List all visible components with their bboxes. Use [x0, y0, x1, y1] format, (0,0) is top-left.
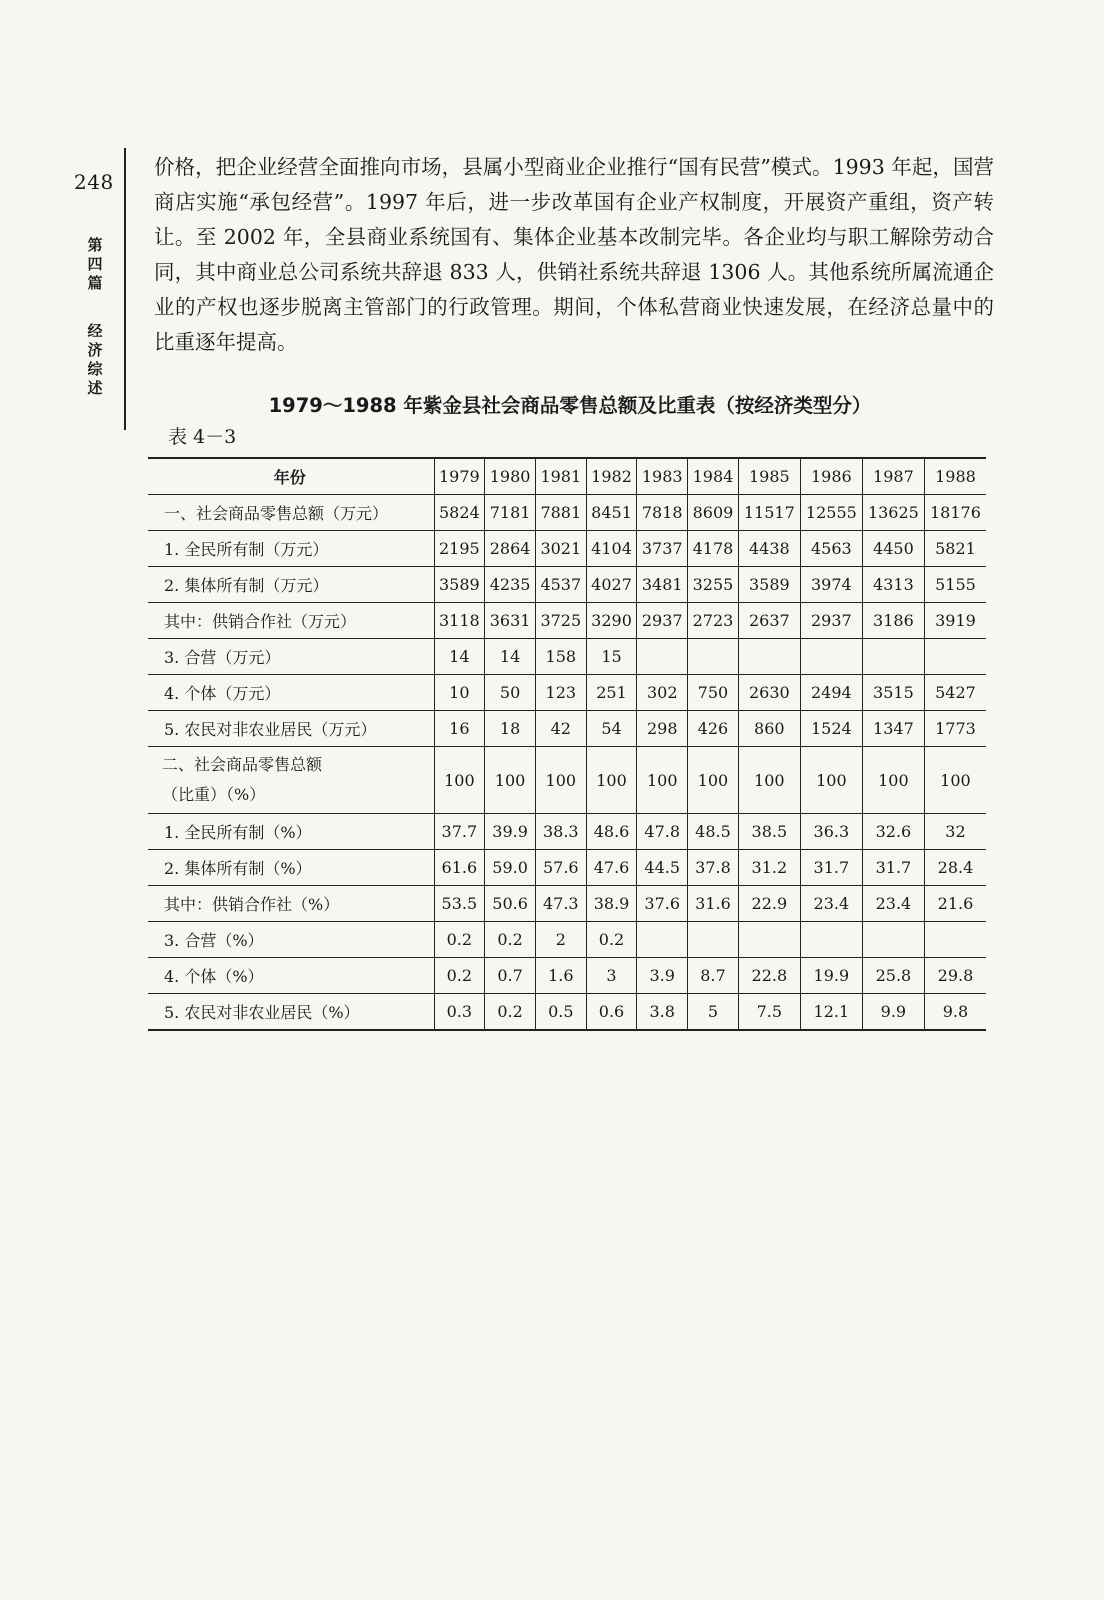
table-cell: 57.6 [535, 850, 586, 886]
table-row [148, 958, 986, 994]
table-cell: 21.6 [924, 886, 986, 922]
table-cell: 4450 [862, 531, 924, 567]
table-cell: 36.3 [800, 814, 862, 850]
table-cell: 29.8 [924, 958, 986, 994]
table-cell: 47.6 [586, 850, 637, 886]
table-cell [924, 922, 986, 958]
table-cell: 13625 [862, 495, 924, 531]
table-body [148, 495, 986, 1031]
table-cell: 3737 [637, 531, 688, 567]
table-cell: 100 [535, 747, 586, 814]
table-row [148, 567, 986, 603]
table-cell: 4313 [862, 567, 924, 603]
table-cell: 2937 [800, 603, 862, 639]
table-cell [637, 639, 688, 675]
table-cell: 38.3 [535, 814, 586, 850]
table-cell: 37.6 [637, 886, 688, 922]
table-cell: 860 [738, 711, 800, 747]
row-label [148, 747, 434, 814]
table-cell: 31.7 [800, 850, 862, 886]
table-cell: 19.9 [800, 958, 862, 994]
table-cell: 0.2 [434, 922, 485, 958]
row-label-line2: （比重）（%） [162, 785, 266, 804]
row-label: 3. 合营（万元） [148, 639, 434, 675]
table-cell: 50.6 [485, 886, 536, 922]
table-cell: 7881 [535, 495, 586, 531]
table-cell: 123 [535, 675, 586, 711]
table-cell: 3255 [688, 567, 739, 603]
table-cell [637, 922, 688, 958]
table-cell: 31.7 [862, 850, 924, 886]
table-cell: 44.5 [637, 850, 688, 886]
year-header: 1988 [924, 458, 986, 495]
table-cell: 0.2 [586, 922, 637, 958]
table-cell: 3515 [862, 675, 924, 711]
table-row [148, 531, 986, 567]
table-cell: 9.8 [924, 994, 986, 1031]
year-header: 1981 [535, 458, 586, 495]
table-cell: 10 [434, 675, 485, 711]
table-header-row [148, 458, 986, 495]
table-cell: 2630 [738, 675, 800, 711]
table-cell: 2494 [800, 675, 862, 711]
table-cell: 31.6 [688, 886, 739, 922]
table-row [148, 814, 986, 850]
table-cell: 37.8 [688, 850, 739, 886]
table-cell [738, 922, 800, 958]
table-cell: 100 [688, 747, 739, 814]
table-cell: 5824 [434, 495, 485, 531]
table-cell: 2637 [738, 603, 800, 639]
table-row [148, 639, 986, 675]
body-paragraph [154, 150, 994, 360]
table-cell: 4235 [485, 567, 536, 603]
table-cell: 1347 [862, 711, 924, 747]
row-label: 2. 集体所有制（万元） [148, 567, 434, 603]
table-cell: 3589 [434, 567, 485, 603]
table-cell: 18 [485, 711, 536, 747]
table-row [148, 850, 986, 886]
table-cell: 38.5 [738, 814, 800, 850]
table-cell: 48.5 [688, 814, 739, 850]
table-cell: 8451 [586, 495, 637, 531]
margin-rule [124, 148, 126, 430]
table-cell: 3186 [862, 603, 924, 639]
table-cell: 54 [586, 711, 637, 747]
table-cell: 3118 [434, 603, 485, 639]
table-cell: 28.4 [924, 850, 986, 886]
year-header: 1983 [637, 458, 688, 495]
table-cell: 8609 [688, 495, 739, 531]
table-cell: 0.3 [434, 994, 485, 1031]
table-cell: 3589 [738, 567, 800, 603]
table-cell: 251 [586, 675, 637, 711]
row-label: 其中：供销合作社（%） [148, 886, 434, 922]
table-cell: 0.7 [485, 958, 536, 994]
table-cell: 15 [586, 639, 637, 675]
table-cell: 3.9 [637, 958, 688, 994]
table-cell: 7181 [485, 495, 536, 531]
row-label: 4. 个体（%） [148, 958, 434, 994]
table-row [148, 495, 986, 531]
table-row [148, 922, 986, 958]
table-cell: 0.2 [434, 958, 485, 994]
year-header: 1987 [862, 458, 924, 495]
table-row [148, 675, 986, 711]
table-cell: 3 [586, 958, 637, 994]
table-cell [924, 639, 986, 675]
table-cell: 3974 [800, 567, 862, 603]
table-cell: 8.7 [688, 958, 739, 994]
table-cell: 31.2 [738, 850, 800, 886]
table-cell: 5155 [924, 567, 986, 603]
year-header: 1979 [434, 458, 485, 495]
table-cell [862, 639, 924, 675]
table-title: 1979～1988 年紫金县社会商品零售总额及比重表（按经济类型分） [268, 394, 872, 417]
table-cell: 7.5 [738, 994, 800, 1031]
table-cell: 100 [586, 747, 637, 814]
table-cell: 2864 [485, 531, 536, 567]
table-row [148, 886, 986, 922]
table-cell [800, 922, 862, 958]
table-cell: 23.4 [800, 886, 862, 922]
table-cell: 4537 [535, 567, 586, 603]
table-cell: 302 [637, 675, 688, 711]
table-cell [738, 639, 800, 675]
table-cell: 100 [924, 747, 986, 814]
table-cell: 4104 [586, 531, 637, 567]
table-cell: 0.5 [535, 994, 586, 1031]
table-number: 表 4－3 [168, 426, 237, 448]
header-label: 年份 [148, 458, 434, 495]
table-cell: 4563 [800, 531, 862, 567]
table-cell: 23.4 [862, 886, 924, 922]
table-cell: 42 [535, 711, 586, 747]
table-cell: 14 [485, 639, 536, 675]
table-cell [862, 922, 924, 958]
table-cell: 100 [485, 747, 536, 814]
table-cell: 3725 [535, 603, 586, 639]
table-row [148, 747, 986, 814]
table-cell: 0.2 [485, 994, 536, 1031]
table-row [148, 994, 986, 1031]
row-label: 1. 全民所有制（万元） [148, 531, 434, 567]
row-label: 2. 集体所有制（%） [148, 850, 434, 886]
page-number: 248 [74, 170, 114, 194]
table-cell: 11517 [738, 495, 800, 531]
table-cell: 5 [688, 994, 739, 1031]
table-cell: 32 [924, 814, 986, 850]
table-cell: 47.8 [637, 814, 688, 850]
table-cell: 2195 [434, 531, 485, 567]
table-cell: 47.3 [535, 886, 586, 922]
table-cell: 0.2 [485, 922, 536, 958]
body-text: 价格，把企业经营全面推向市场，县属小型商业企业推行“国有民营”模式。1993 年起，国营商店实施“承包经营”。1997 年后，进一步改革国有企业产权制度，开展资产重组，资产转让。至 2002 年，全县商业系统国有、集体企业基本改制完毕。各企业均与职工解除劳动合同，其中商业总公司系统共辞退 833 人，供销社系统共辞退 1306 人。其他系统所属流通企业的产权也逐步脱离主管部门的行政管理。期间，个体私营商业快速发展，在经济总量中的比重逐年提高。 [154, 155, 994, 354]
table-cell: 16 [434, 711, 485, 747]
year-header: 1982 [586, 458, 637, 495]
table-cell: 38.9 [586, 886, 637, 922]
table-cell [688, 639, 739, 675]
table-cell: 1524 [800, 711, 862, 747]
table-cell: 37.7 [434, 814, 485, 850]
year-header: 1980 [485, 458, 536, 495]
table-cell: 9.9 [862, 994, 924, 1031]
table-row [148, 711, 986, 747]
table-cell: 12555 [800, 495, 862, 531]
table-cell: 100 [738, 747, 800, 814]
table-cell: 426 [688, 711, 739, 747]
table-cell: 48.6 [586, 814, 637, 850]
table-cell: 158 [535, 639, 586, 675]
row-label: 3. 合营（%） [148, 922, 434, 958]
row-label: 一、社会商品零售总额（万元） [148, 495, 434, 531]
table-cell: 4027 [586, 567, 637, 603]
table-cell: 2937 [637, 603, 688, 639]
table-cell: 1773 [924, 711, 986, 747]
table-cell: 53.5 [434, 886, 485, 922]
table-cell: 100 [637, 747, 688, 814]
table-cell: 100 [862, 747, 924, 814]
table-cell: 5821 [924, 531, 986, 567]
table-cell: 3290 [586, 603, 637, 639]
row-label: 5. 农民对非农业居民（万元） [148, 711, 434, 747]
row-label: 其中：供销合作社（万元） [148, 603, 434, 639]
table-cell: 298 [637, 711, 688, 747]
table-row [148, 603, 986, 639]
table-cell: 3021 [535, 531, 586, 567]
year-header: 1986 [800, 458, 862, 495]
row-label: 5. 农民对非农业居民（%） [148, 994, 434, 1031]
table-cell: 0.6 [586, 994, 637, 1031]
year-header: 1985 [738, 458, 800, 495]
table-cell: 25.8 [862, 958, 924, 994]
table-cell: 39.9 [485, 814, 536, 850]
table-cell: 100 [800, 747, 862, 814]
table-cell: 18176 [924, 495, 986, 531]
table-cell: 59.0 [485, 850, 536, 886]
year-header: 1984 [688, 458, 739, 495]
table-cell: 50 [485, 675, 536, 711]
section-label: 经济综述 [87, 322, 103, 397]
row-label: 4. 个体（万元） [148, 675, 434, 711]
row-label-line1: 二、社会商品零售总额 [162, 755, 323, 774]
table-cell: 12.1 [800, 994, 862, 1031]
table-cell: 3481 [637, 567, 688, 603]
table-cell: 32.6 [862, 814, 924, 850]
table-cell: 5427 [924, 675, 986, 711]
table-cell: 22.8 [738, 958, 800, 994]
table-cell [800, 639, 862, 675]
table-cell: 2 [535, 922, 586, 958]
row-label: 1. 全民所有制（%） [148, 814, 434, 850]
table-cell: 3631 [485, 603, 536, 639]
table-cell: 100 [434, 747, 485, 814]
table-cell: 4438 [738, 531, 800, 567]
table-cell: 1.6 [535, 958, 586, 994]
table-cell: 4178 [688, 531, 739, 567]
part-label: 第四篇 [87, 236, 103, 292]
table-cell: 750 [688, 675, 739, 711]
table-cell: 3919 [924, 603, 986, 639]
table-cell: 22.9 [738, 886, 800, 922]
table-cell [688, 922, 739, 958]
table-cell: 2723 [688, 603, 739, 639]
table-cell: 14 [434, 639, 485, 675]
retail-sales-table [148, 457, 986, 1031]
table-cell: 3.8 [637, 994, 688, 1031]
table-cell: 61.6 [434, 850, 485, 886]
table-cell: 7818 [637, 495, 688, 531]
